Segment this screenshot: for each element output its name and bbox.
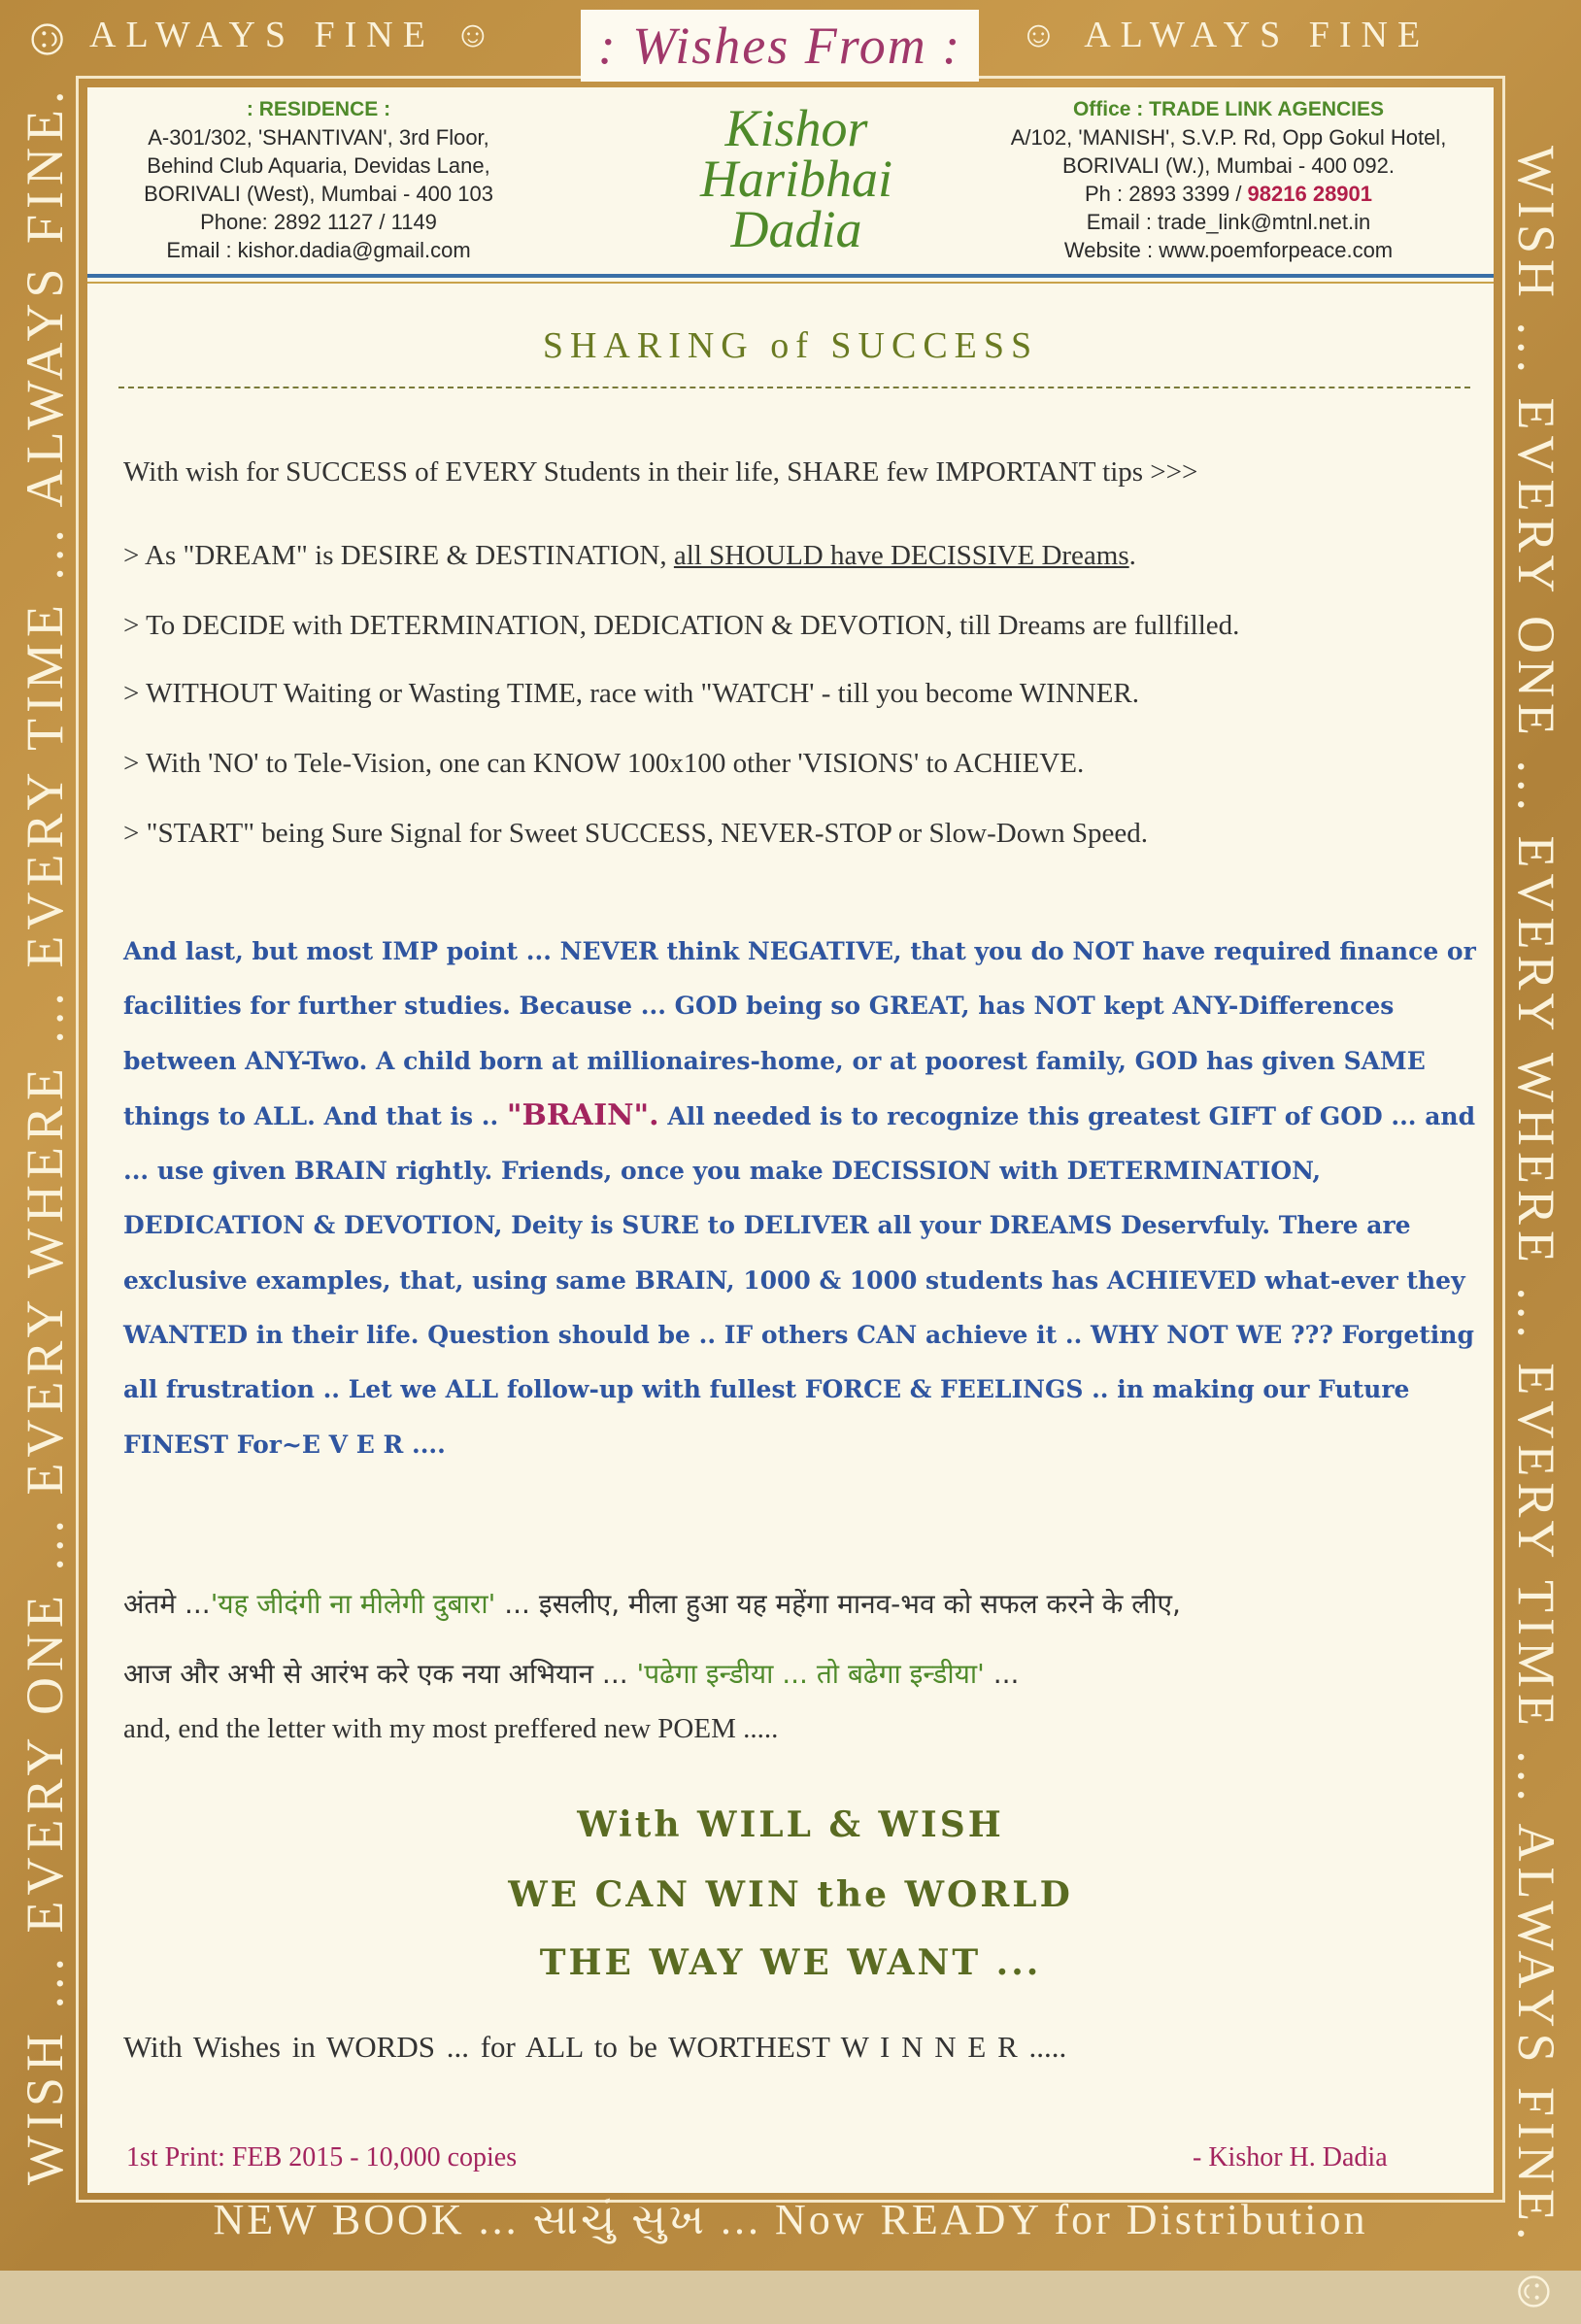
border-bottom-text: NEW BOOK ... સાચું સુખ ... Now READY for Distribution bbox=[213, 2196, 1368, 2243]
residence-email: Email : kishor.dadia@gmail.com bbox=[166, 238, 471, 262]
name-line: Dadia bbox=[730, 200, 862, 258]
office-website: Website : www.poemforpeace.com bbox=[1063, 238, 1394, 262]
header-divider bbox=[87, 274, 1494, 278]
residence-label: : RESIDENCE : bbox=[246, 98, 391, 120]
signature: - Kishor H. Dadia bbox=[1193, 2142, 1388, 2172]
poem-line: THE WAY WE WANT ... bbox=[539, 1942, 1042, 1983]
poem-line: With WILL & WISH bbox=[577, 1804, 1004, 1845]
border-top-right-text: ☺ ALWAYS FINE bbox=[1020, 15, 1430, 55]
paragraph-text: And last, but most IMP point ... NEVER think NEGATIVE, that you do NOT have required finance or facilities for further studies. Because ... GOD being so GREAT, has NOT kept ANY-Differences between ANY-Two. A child born at millionaires-home, or at poorest family, GOD has given SAME things to ALL. And that is .. bbox=[123, 937, 1476, 1130]
office-phone: Ph : 2893 3399 / bbox=[1084, 182, 1248, 206]
intro-text: With wish for SUCCESS of EVERY Students in their life, SHARE few IMPORTANT tips >>> bbox=[123, 456, 1198, 488]
tip-item: > To DECIDE with DETERMINATION, DEDICATION & DEVOTION, till Dreams are fullfilled. bbox=[123, 610, 1240, 641]
residence-phone: Phone: 2892 1127 / 1149 bbox=[200, 210, 437, 234]
office-label: Office : TRADE LINK AGENCIES bbox=[1072, 98, 1385, 120]
hindi-line bbox=[123, 1585, 1181, 1622]
residence-line: A-301/302, 'SHANTIVAN', 3rd Floor, bbox=[148, 125, 489, 150]
office-line: BORIVALI (W.), Mumbai - 400 092. bbox=[1062, 153, 1395, 178]
paragraph-text: All needed is to recognize this greatest GIFT of GOD ... and ... use given BRAIN rightly. Friends, once you make DECISSION with DETERMINATION, DEDICATION & DEVOTION, Deity is SURE to DELIVER all your DREAMS Deservfuly. There are exclusive examples, that, using same BRAIN, 1000 & 1000 students has ACHIEVED what-ever they WANTED in their life. Question should be .. IF others CAN achieve it .. WHY NOT WE ??? Forgeting all frustration .. Let we ALL follow-up with fullest FORCE & FEELINGS .. in making our Future FINEST For~E V E R .... bbox=[123, 1101, 1476, 1459]
tip-item: > "START" being Sure Signal for Sweet SUCCESS, NEVER-STOP or Slow-Down Speed. bbox=[123, 818, 1149, 849]
hindi-text: ... bbox=[984, 1658, 1020, 1690]
hindi-text: आज और अभी से आरंभ करे एक नया अभियान ... bbox=[123, 1658, 637, 1690]
author-name bbox=[583, 99, 1010, 258]
border-top-left-text: ALWAYS FINE ☺ bbox=[89, 15, 502, 55]
office-phone-line bbox=[1000, 180, 1457, 208]
tip-text: . bbox=[1128, 540, 1136, 571]
hindi-text: अंतमे ... bbox=[123, 1588, 211, 1620]
office-email: Email : trade_link@mtnl.net.in bbox=[1086, 210, 1371, 234]
hindi-text: ... इसलीए, मीला हुआ यह महेंगा मानव-भव को सफल करने के लीए, bbox=[495, 1588, 1181, 1620]
poem-intro: and, end the letter with my most preffered new POEM ..... bbox=[123, 1713, 779, 1744]
tip-item: > WITHOUT Waiting or Wasting TIME, race with "WATCH' - till you become WINNER. bbox=[123, 678, 1139, 709]
tip-item bbox=[123, 540, 1136, 572]
wishes-from-label: : Wishes From : bbox=[581, 10, 979, 82]
print-info: 1st Print: FEB 2015 - 10,000 copies bbox=[126, 2142, 518, 2172]
border-right-text: WISH ... EVERY ONE ... EVERY WHERE ... EVERY TIME ... ALWAYS FINE. ☺ bbox=[1507, 146, 1565, 2324]
office-block bbox=[1000, 95, 1457, 264]
hindi-quote: 'यह जीदंगी ना मीलेगी दुबारा' bbox=[210, 1588, 496, 1620]
office-line: A/102, 'MANISH', S.V.P. Rd, Opp Gokul Hotel, bbox=[1010, 125, 1447, 150]
office-mobile: 98216 28901 bbox=[1247, 182, 1373, 206]
residence-line: Behind Club Aquaria, Devidas Lane, bbox=[147, 153, 490, 178]
tip-underlined-text: all SHOULD have DECISSIVE Dreams bbox=[673, 540, 1129, 571]
tip-text: > As "DREAM" is DESIRE & DESTINATION, bbox=[123, 540, 674, 571]
hindi-line bbox=[123, 1655, 1019, 1692]
residence-block bbox=[115, 95, 522, 264]
poem-line: WE CAN WIN the WORLD bbox=[508, 1874, 1073, 1915]
name-line: Haribhai bbox=[699, 150, 893, 208]
page-title: SHARING of SUCCESS bbox=[542, 325, 1039, 366]
title-dashed-rule bbox=[118, 387, 1470, 388]
hindi-quote: 'पढेगा इन्डीया ... तो बढेगा इन्डीया' bbox=[636, 1658, 985, 1690]
tip-item: > With 'NO' to Tele-Vision, one can KNOW 100x100 other 'VISIONS' to ACHIEVE. bbox=[123, 748, 1085, 779]
name-line: Kishor bbox=[724, 99, 868, 157]
main-paragraph bbox=[123, 925, 1483, 1472]
brain-highlight: "BRAIN". bbox=[506, 1097, 659, 1132]
closing-line: With Wishes in WORDS ... for ALL to be WORTHEST W I N N E R ..... bbox=[123, 2030, 1067, 2064]
border-left-text: WISH ... EVERY ONE ... EVERY WHERE ... EVERY TIME ... ALWAYS FINE. ☺ bbox=[16, 6, 74, 2185]
residence-line: BORIVALI (West), Mumbai - 400 103 bbox=[144, 182, 493, 206]
header-divider-accent bbox=[87, 282, 1494, 284]
